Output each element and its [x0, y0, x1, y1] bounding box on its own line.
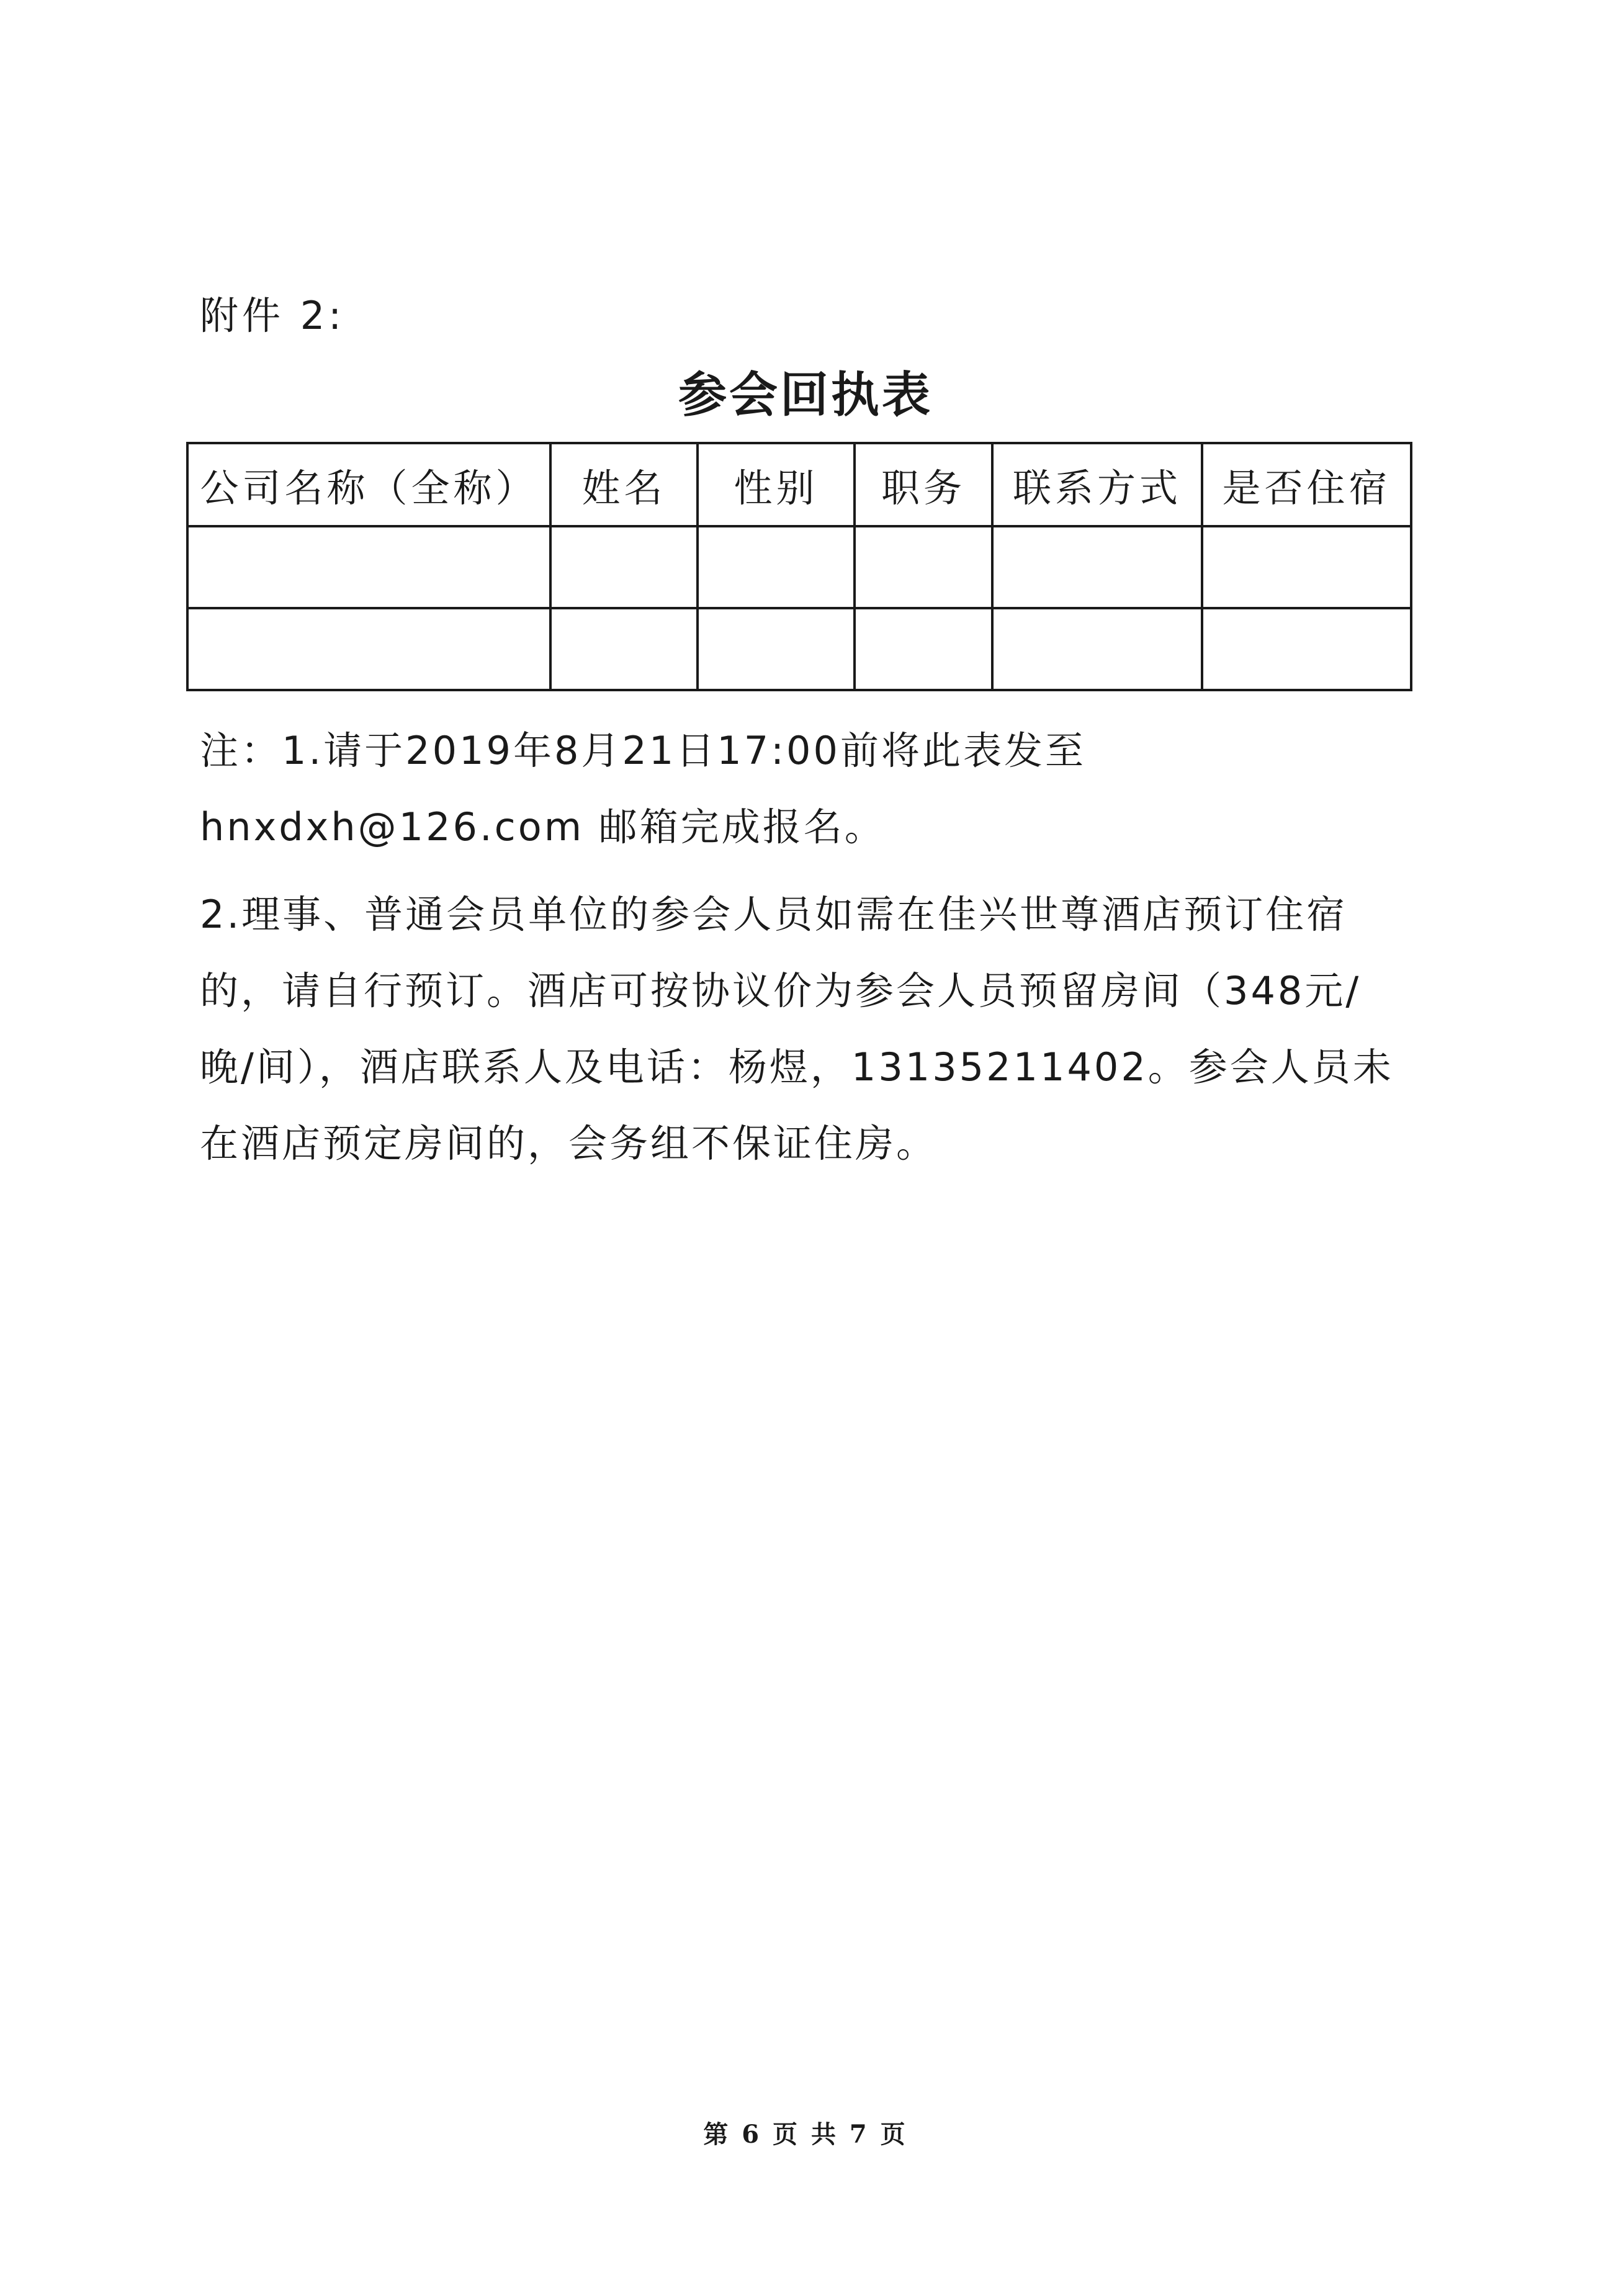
cell-company-name[interactable]	[187, 526, 550, 608]
cell-name[interactable]	[550, 526, 698, 608]
attachment-label: 附件 2:	[200, 293, 346, 338]
header-contact: 联系方式	[992, 443, 1202, 526]
cell-position[interactable]	[855, 608, 992, 690]
cell-contact[interactable]	[992, 526, 1202, 608]
cell-company-name[interactable]	[187, 608, 550, 690]
cell-accommodation[interactable]	[1202, 526, 1411, 608]
header-company-name: 公司名称（全称）	[187, 443, 550, 526]
note-registration-deadline: 注：1.请于2019年8月21日17:00前将此表发至 hnxdxh@126.com 邮箱完成报名。	[200, 728, 1086, 850]
header-gender: 性别	[698, 443, 855, 526]
table-header-row	[187, 443, 1411, 526]
note-accommodation: 2.理事、普通会员单位的参会人员如需在佳兴世尊酒店预订住宿的，请自行预订。酒店可按协议价为参会人员预留房间（348元/晚/间），酒店联系人及电话：杨煜，13135211402。参会人员未在酒店预定房间的，会务组不保证住房。	[200, 892, 1394, 1166]
cell-name[interactable]	[550, 608, 698, 690]
cell-gender[interactable]	[698, 608, 855, 690]
notes-section	[200, 712, 1407, 1182]
reply-table	[186, 442, 1412, 691]
cell-accommodation[interactable]	[1202, 608, 1411, 690]
table-row	[187, 526, 1411, 608]
cell-position[interactable]	[855, 526, 992, 608]
table-row	[187, 608, 1411, 690]
cell-gender[interactable]	[698, 526, 855, 608]
header-accommodation: 是否住宿	[1202, 443, 1411, 526]
page-footer: 第 6 页 共 7 页	[703, 2120, 908, 2149]
form-title: 参会回执表	[678, 367, 933, 423]
cell-contact[interactable]	[992, 608, 1202, 690]
header-name: 姓名	[550, 443, 698, 526]
header-position: 职务	[855, 443, 992, 526]
